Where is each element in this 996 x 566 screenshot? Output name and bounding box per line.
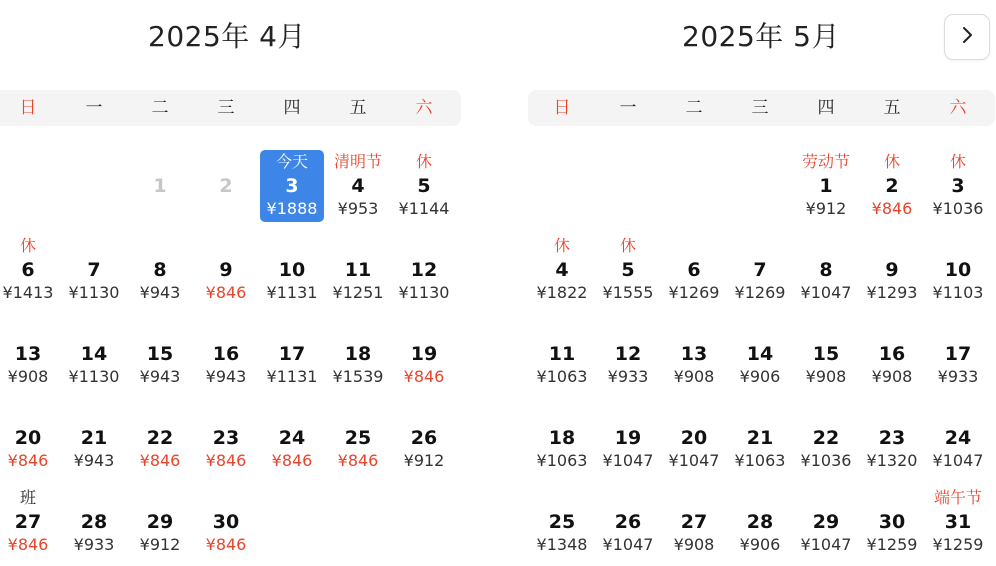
empty-cell xyxy=(61,146,127,230)
day-cell[interactable] xyxy=(727,314,793,398)
month-title: 2025年 4月 xyxy=(148,20,306,53)
day-price: ¥846 xyxy=(7,535,49,554)
weekday-label: 四 xyxy=(283,98,301,118)
day-number: 11 xyxy=(548,343,576,365)
day-price: ¥1251 xyxy=(332,283,384,302)
day-cell[interactable] xyxy=(391,230,457,314)
day-cell[interactable] xyxy=(727,230,793,314)
day-number: 15 xyxy=(146,343,174,365)
weekday-label: 一 xyxy=(619,98,637,118)
day-price: ¥1539 xyxy=(332,367,384,386)
day-price: ¥1063 xyxy=(734,451,786,470)
day-number: 18 xyxy=(344,343,372,365)
day-cell[interactable] xyxy=(661,230,727,314)
day-cell[interactable] xyxy=(727,398,793,482)
day-price: ¥943 xyxy=(205,367,247,386)
day-cell[interactable] xyxy=(61,398,127,482)
day-price: ¥846 xyxy=(205,535,247,554)
day-cell[interactable] xyxy=(793,230,859,314)
day-number: 4 xyxy=(351,175,365,197)
day-grid xyxy=(529,146,991,566)
day-price: ¥906 xyxy=(739,367,781,386)
day-price: ¥846 xyxy=(205,451,247,470)
day-number: 13 xyxy=(680,343,708,365)
day-price: ¥908 xyxy=(673,535,715,554)
day-cell[interactable] xyxy=(259,398,325,482)
day-price: ¥1047 xyxy=(602,451,654,470)
day-tag: 端午节 xyxy=(933,488,982,507)
day-cell[interactable] xyxy=(259,314,325,398)
day-cell[interactable] xyxy=(259,230,325,314)
day-price: ¥906 xyxy=(739,535,781,554)
day-number: 29 xyxy=(146,511,174,533)
weekday-label: 五 xyxy=(349,98,367,118)
day-number: 14 xyxy=(746,343,774,365)
day-cell[interactable] xyxy=(325,398,391,482)
day-number: 8 xyxy=(819,259,833,281)
day-cell[interactable] xyxy=(127,314,193,398)
day-number: 7 xyxy=(87,259,101,281)
day-cell[interactable] xyxy=(127,230,193,314)
day-cell[interactable] xyxy=(595,482,661,566)
empty-cell xyxy=(595,146,661,230)
day-tag: 今天 xyxy=(275,152,308,171)
day-price: ¥1047 xyxy=(932,451,984,470)
day-price: ¥1259 xyxy=(866,535,918,554)
weekday-label: 三 xyxy=(751,98,769,118)
day-price: ¥1348 xyxy=(536,535,588,554)
day-cell[interactable] xyxy=(595,314,661,398)
day-cell[interactable] xyxy=(859,146,925,230)
day-price: ¥912 xyxy=(805,199,847,218)
day-tag: 劳动节 xyxy=(801,152,850,171)
day-number: 22 xyxy=(146,427,174,449)
day-number: 10 xyxy=(944,259,972,281)
day-price: ¥846 xyxy=(205,283,247,302)
day-tag: 休 xyxy=(415,152,432,171)
day-price: ¥1413 xyxy=(2,283,54,302)
day-cell[interactable] xyxy=(61,314,127,398)
day-number: 30 xyxy=(212,511,240,533)
day-cell[interactable] xyxy=(793,314,859,398)
empty-cell xyxy=(0,146,61,230)
day-price: ¥846 xyxy=(139,451,181,470)
day-number: 31 xyxy=(944,511,972,533)
day-cell[interactable] xyxy=(0,398,61,482)
day-cell[interactable] xyxy=(529,398,595,482)
day-number: 3 xyxy=(951,175,965,197)
day-number: 4 xyxy=(555,259,569,281)
day-number: 18 xyxy=(548,427,576,449)
day-cell[interactable] xyxy=(529,230,595,314)
day-number: 17 xyxy=(944,343,972,365)
day-cell[interactable] xyxy=(859,482,925,566)
day-cell[interactable] xyxy=(529,314,595,398)
day-number: 24 xyxy=(944,427,972,449)
day-price: ¥1130 xyxy=(398,283,450,302)
day-number: 12 xyxy=(410,259,438,281)
day-number: 5 xyxy=(621,259,635,281)
day-number: 24 xyxy=(278,427,306,449)
day-price: ¥933 xyxy=(73,535,115,554)
day-cell xyxy=(127,146,193,230)
day-number: 25 xyxy=(344,427,372,449)
day-number: 20 xyxy=(14,427,42,449)
day-number: 15 xyxy=(812,343,840,365)
day-cell[interactable] xyxy=(193,314,259,398)
day-price: ¥933 xyxy=(937,367,979,386)
day-price: ¥1269 xyxy=(668,283,720,302)
day-cell[interactable] xyxy=(325,314,391,398)
day-price: ¥846 xyxy=(271,451,313,470)
day-number: 16 xyxy=(878,343,906,365)
day-cell[interactable] xyxy=(325,230,391,314)
day-cell[interactable] xyxy=(925,314,991,398)
day-number: 21 xyxy=(80,427,108,449)
day-price: ¥1047 xyxy=(668,451,720,470)
day-price: ¥846 xyxy=(7,451,49,470)
day-cell[interactable] xyxy=(325,146,391,230)
day-price: ¥1269 xyxy=(734,283,786,302)
day-price: ¥1259 xyxy=(932,535,984,554)
day-number: 6 xyxy=(687,259,701,281)
day-cell[interactable] xyxy=(193,398,259,482)
day-number: 26 xyxy=(614,511,642,533)
day-price: ¥943 xyxy=(139,283,181,302)
day-price: ¥1555 xyxy=(602,283,654,302)
day-price: ¥1047 xyxy=(800,283,852,302)
day-cell[interactable] xyxy=(727,482,793,566)
day-price: ¥1130 xyxy=(68,367,120,386)
empty-cell xyxy=(661,146,727,230)
day-tag: 休 xyxy=(553,236,570,255)
day-price: ¥1144 xyxy=(398,199,450,218)
day-number: 21 xyxy=(746,427,774,449)
weekday-label: 日 xyxy=(19,98,37,118)
day-cell[interactable] xyxy=(127,398,193,482)
day-tag: 休 xyxy=(19,236,36,255)
day-price: ¥912 xyxy=(403,451,445,470)
day-number: 2 xyxy=(219,175,233,197)
weekday-label: 一 xyxy=(85,98,103,118)
day-cell[interactable] xyxy=(391,146,457,230)
day-number: 12 xyxy=(614,343,642,365)
day-number: 20 xyxy=(680,427,708,449)
day-cell xyxy=(193,146,259,230)
day-tag: 班 xyxy=(19,488,36,507)
day-cell[interactable] xyxy=(661,314,727,398)
day-cell[interactable] xyxy=(595,398,661,482)
day-tag: 休 xyxy=(949,152,966,171)
day-number: 11 xyxy=(344,259,372,281)
calendar-month-april xyxy=(0,0,460,562)
day-cell[interactable] xyxy=(391,314,457,398)
day-price: ¥1130 xyxy=(68,283,120,302)
weekday-header xyxy=(528,90,995,126)
day-cell[interactable] xyxy=(793,482,859,566)
day-cell[interactable] xyxy=(529,482,595,566)
day-number: 19 xyxy=(410,343,438,365)
day-number: 7 xyxy=(753,259,767,281)
weekday-label: 六 xyxy=(949,98,967,118)
day-cell-today[interactable] xyxy=(259,146,325,230)
day-price: ¥1063 xyxy=(536,367,588,386)
day-number: 27 xyxy=(680,511,708,533)
calendar-month-may xyxy=(528,0,994,562)
day-price: ¥1320 xyxy=(866,451,918,470)
day-cell[interactable] xyxy=(925,146,991,230)
day-price: ¥953 xyxy=(337,199,379,218)
day-price: ¥1047 xyxy=(602,535,654,554)
day-price: ¥1036 xyxy=(800,451,852,470)
day-cell[interactable] xyxy=(859,314,925,398)
day-price: ¥908 xyxy=(673,367,715,386)
day-cell[interactable] xyxy=(925,398,991,482)
day-cell[interactable] xyxy=(127,482,193,566)
day-price: ¥1063 xyxy=(536,451,588,470)
day-cell[interactable] xyxy=(61,482,127,566)
day-price: ¥908 xyxy=(7,367,49,386)
day-cell[interactable] xyxy=(0,314,61,398)
day-cell[interactable] xyxy=(595,230,661,314)
weekday-label: 日 xyxy=(553,98,571,118)
day-number: 25 xyxy=(548,511,576,533)
day-tag: 清明节 xyxy=(333,152,382,171)
day-cell[interactable] xyxy=(859,230,925,314)
day-cell[interactable] xyxy=(0,230,61,314)
day-price: ¥1131 xyxy=(266,283,318,302)
day-cell[interactable] xyxy=(661,398,727,482)
day-number: 1 xyxy=(819,175,833,197)
day-price: ¥846 xyxy=(871,199,913,218)
weekday-label: 三 xyxy=(217,98,235,118)
day-cell[interactable] xyxy=(793,398,859,482)
day-number: 22 xyxy=(812,427,840,449)
day-price: ¥912 xyxy=(139,535,181,554)
day-number: 13 xyxy=(14,343,42,365)
chevron-right-icon xyxy=(958,26,976,48)
day-price: ¥1293 xyxy=(866,283,918,302)
day-cell[interactable] xyxy=(793,146,859,230)
day-number: 9 xyxy=(219,259,233,281)
day-price: ¥846 xyxy=(337,451,379,470)
weekday-label: 六 xyxy=(415,98,433,118)
day-number: 28 xyxy=(746,511,774,533)
empty-cell xyxy=(727,146,793,230)
day-price: ¥1888 xyxy=(266,199,318,218)
weekday-label: 四 xyxy=(817,98,835,118)
day-cell[interactable] xyxy=(0,482,61,566)
day-number: 26 xyxy=(410,427,438,449)
day-cell[interactable] xyxy=(925,482,991,566)
day-tag: 休 xyxy=(883,152,900,171)
day-price: ¥1036 xyxy=(932,199,984,218)
day-price: ¥1047 xyxy=(800,535,852,554)
weekday-header xyxy=(0,90,461,126)
day-number: 10 xyxy=(278,259,306,281)
weekday-label: 五 xyxy=(883,98,901,118)
day-price: ¥943 xyxy=(73,451,115,470)
day-cell[interactable] xyxy=(193,230,259,314)
day-number: 16 xyxy=(212,343,240,365)
day-number: 2 xyxy=(885,175,899,197)
day-number: 6 xyxy=(21,259,35,281)
day-number: 8 xyxy=(153,259,167,281)
day-number: 5 xyxy=(417,175,431,197)
day-number: 9 xyxy=(885,259,899,281)
weekday-label: 二 xyxy=(151,98,169,118)
day-number: 19 xyxy=(614,427,642,449)
day-cell[interactable] xyxy=(859,398,925,482)
day-cell[interactable] xyxy=(61,230,127,314)
day-number: 14 xyxy=(80,343,108,365)
day-price: ¥1103 xyxy=(932,283,984,302)
day-price: ¥1131 xyxy=(266,367,318,386)
day-number: 17 xyxy=(278,343,306,365)
day-price: ¥1822 xyxy=(536,283,588,302)
day-number: 23 xyxy=(878,427,906,449)
day-number: 27 xyxy=(14,511,42,533)
day-number: 1 xyxy=(153,175,167,197)
day-price: ¥933 xyxy=(607,367,649,386)
day-number: 3 xyxy=(285,175,299,197)
day-number: 30 xyxy=(878,511,906,533)
day-cell[interactable] xyxy=(193,482,259,566)
day-cell[interactable] xyxy=(661,482,727,566)
next-month-button[interactable] xyxy=(944,14,990,60)
day-cell[interactable] xyxy=(925,230,991,314)
day-grid xyxy=(0,146,457,566)
month-title: 2025年 5月 xyxy=(682,20,840,53)
day-number: 29 xyxy=(812,511,840,533)
day-cell[interactable] xyxy=(391,398,457,482)
day-tag: 休 xyxy=(619,236,636,255)
day-number: 28 xyxy=(80,511,108,533)
day-price: ¥943 xyxy=(139,367,181,386)
day-number: 23 xyxy=(212,427,240,449)
day-price: ¥846 xyxy=(403,367,445,386)
day-price: ¥908 xyxy=(871,367,913,386)
empty-cell xyxy=(529,146,595,230)
weekday-label: 二 xyxy=(685,98,703,118)
day-price: ¥908 xyxy=(805,367,847,386)
